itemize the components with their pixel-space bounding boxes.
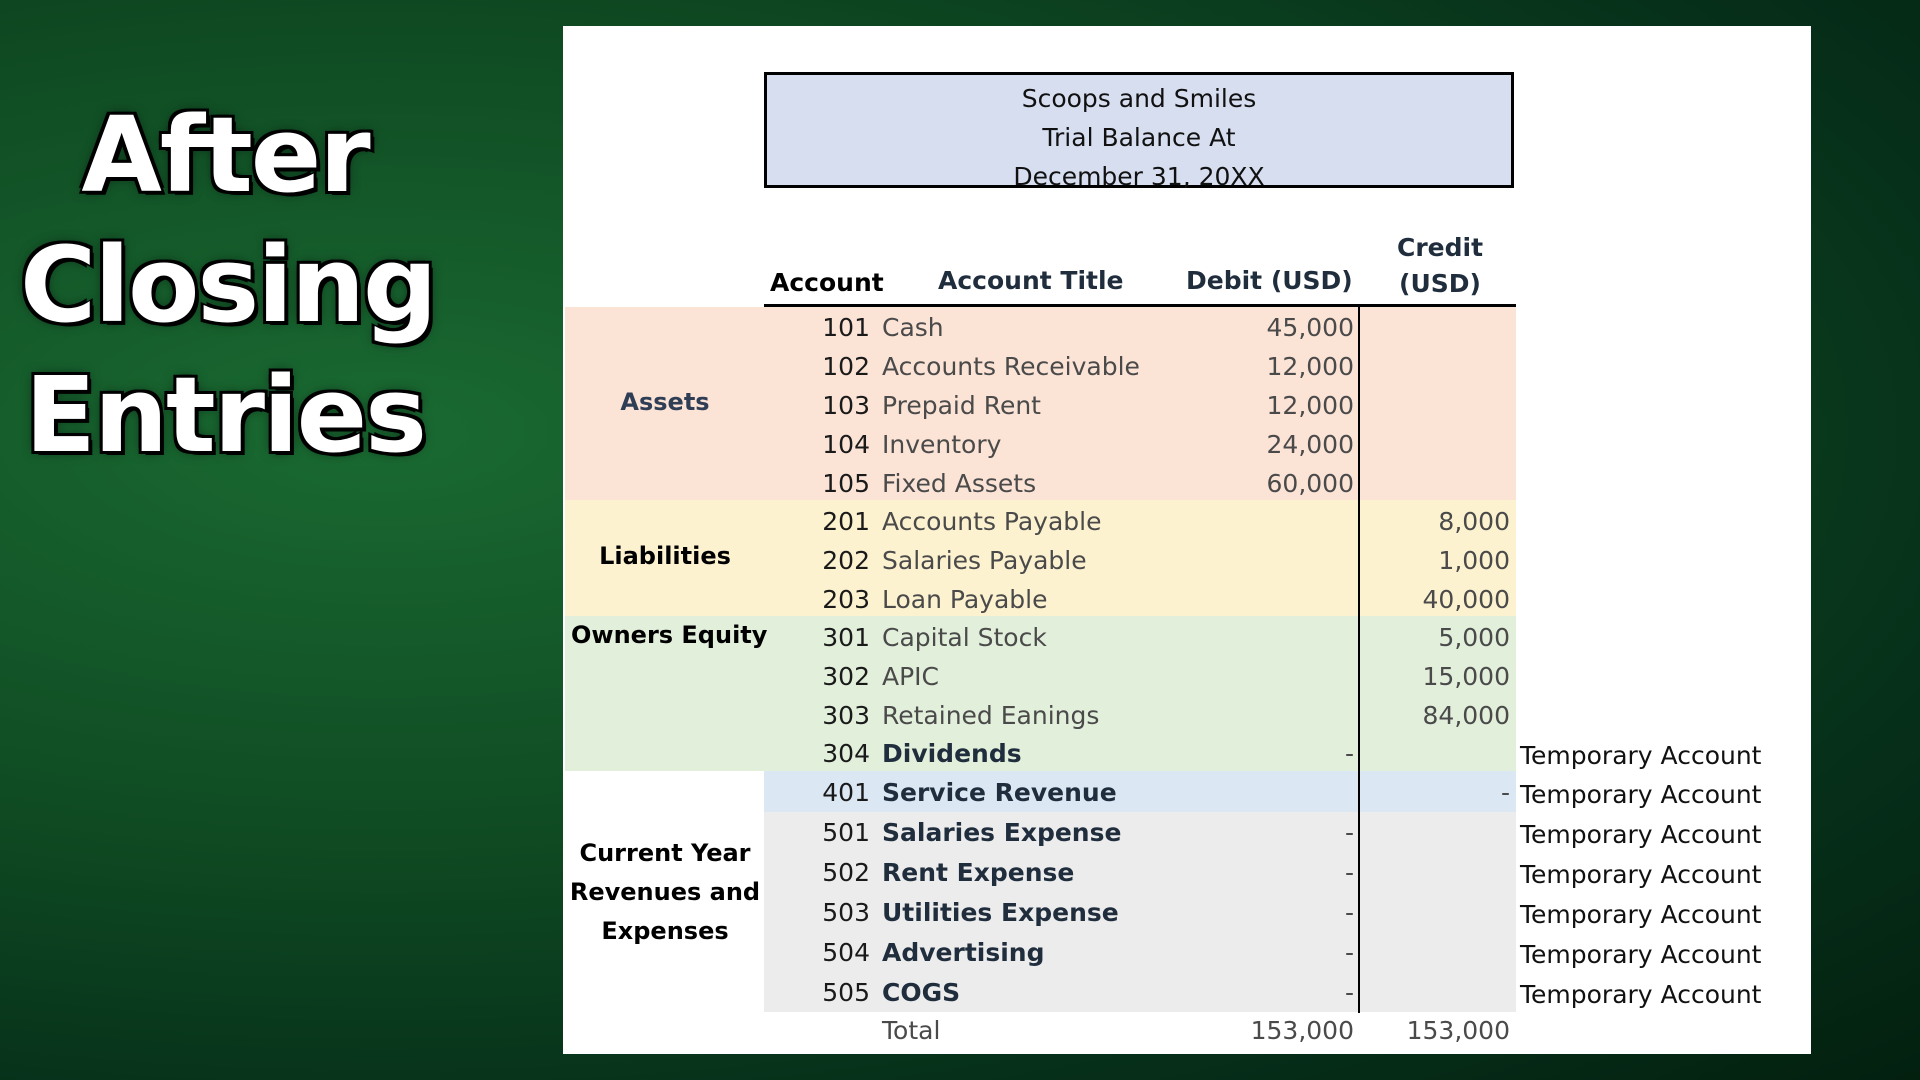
group-liabilities: Liabilities [599, 542, 731, 570]
account-number: 203 [822, 585, 870, 614]
header-account-title: Account Title [938, 266, 1124, 295]
header-debit: Debit (USD) [1186, 266, 1353, 295]
account-number: 502 [822, 858, 870, 887]
debit-amount: 45,000 [1266, 313, 1354, 342]
group-assets: Assets [620, 388, 710, 416]
temporary-account-tag: Temporary Account [1520, 980, 1762, 1009]
credit-amount: 15,000 [1422, 662, 1510, 691]
account-title: Capital Stock [882, 623, 1047, 652]
header-credit-line-2: (USD) [1399, 269, 1481, 298]
account-title: Utilities Expense [882, 898, 1119, 927]
debit-amount: - [1344, 818, 1354, 847]
account-number: 103 [822, 391, 870, 420]
credit-amount: 8,000 [1438, 507, 1510, 536]
credit-amount: 84,000 [1422, 701, 1510, 730]
temporary-account-tag: Temporary Account [1520, 860, 1762, 889]
account-number: 104 [822, 430, 870, 459]
ledger-row [764, 733, 1514, 773]
temporary-account-tag: Temporary Account [1520, 900, 1762, 929]
credit-amount: 40,000 [1422, 585, 1510, 614]
account-number: 101 [822, 313, 870, 342]
company-name: Scoops and Smiles [1021, 84, 1257, 113]
total-row [764, 1010, 1514, 1050]
debit-amount: 24,000 [1266, 430, 1354, 459]
ledger-row [764, 307, 1514, 347]
temporary-account-tag: Temporary Account [1520, 820, 1762, 849]
debit-amount: - [1344, 898, 1354, 927]
ledger-row [764, 501, 1514, 541]
ledger-row [764, 656, 1514, 696]
account-number: 105 [822, 469, 870, 498]
account-number: 303 [822, 701, 870, 730]
ledger-row [764, 772, 1514, 812]
ledger-row [764, 424, 1514, 464]
headline-line-3: Entries [24, 354, 426, 476]
credit-amount: 5,000 [1438, 623, 1510, 652]
ledger-row [764, 463, 1514, 503]
ledger-row [764, 892, 1514, 932]
account-number: 501 [822, 818, 870, 847]
account-title: APIC [882, 662, 940, 691]
account-title: Fixed Assets [882, 469, 1037, 498]
account-title: Prepaid Rent [882, 391, 1041, 420]
temporary-account-tag: Temporary Account [1520, 940, 1762, 969]
account-title: Cash [882, 313, 944, 342]
group-current-year [565, 834, 765, 951]
ledger-row [764, 617, 1514, 657]
debit-amount: 12,000 [1266, 391, 1354, 420]
account-number: 304 [822, 739, 870, 768]
account-number: 102 [822, 352, 870, 381]
temporary-account-tag: Temporary Account [1520, 741, 1762, 770]
credit-amount: 1,000 [1438, 546, 1510, 575]
account-number: 301 [822, 623, 870, 652]
ledger-row [764, 932, 1514, 972]
account-title: Retained Eanings [882, 701, 1100, 730]
group-current-line-1: Current Year [579, 839, 751, 867]
account-number: 504 [822, 938, 870, 967]
headline-line-2: Closing [20, 224, 436, 346]
temporary-account-tag: Temporary Account [1520, 780, 1762, 809]
account-title: Salaries Expense [882, 818, 1122, 847]
debit-amount: - [1344, 978, 1354, 1007]
account-number: 505 [822, 978, 870, 1007]
account-title: Rent Expense [882, 858, 1075, 887]
ledger-row [764, 385, 1514, 425]
ledger-row [764, 346, 1514, 386]
debit-amount: - [1344, 938, 1354, 967]
total-credit: 153,000 [1406, 1016, 1510, 1045]
total-label: Total [882, 1016, 941, 1045]
ledger-row [764, 540, 1514, 580]
header-credit [1380, 230, 1500, 302]
ledger-row [764, 972, 1514, 1012]
account-number: 302 [822, 662, 870, 691]
header-account: Account [770, 268, 884, 297]
credit-amount: - [1500, 778, 1510, 807]
headline-line-1: After [81, 94, 369, 216]
account-title: Service Revenue [882, 778, 1117, 807]
total-debit: 153,000 [1250, 1016, 1354, 1045]
account-number: 503 [822, 898, 870, 927]
report-name: Trial Balance At [1042, 123, 1236, 152]
debit-amount: 12,000 [1266, 352, 1354, 381]
account-title: Loan Payable [882, 585, 1048, 614]
debit-amount: 60,000 [1266, 469, 1354, 498]
group-owners-equity: Owners Equity [571, 621, 768, 649]
account-number: 401 [822, 778, 870, 807]
account-title: Salaries Payable [882, 546, 1087, 575]
group-current-line-3: Expenses [601, 917, 729, 945]
account-number: 202 [822, 546, 870, 575]
report-date: December 31, 20XX [1013, 162, 1265, 191]
debit-amount: - [1344, 858, 1354, 887]
headline [20, 90, 436, 480]
ledger-row [764, 695, 1514, 735]
account-title: Inventory [882, 430, 1002, 459]
group-current-line-2: Revenues and [569, 878, 761, 906]
account-title: Advertising [882, 938, 1045, 967]
debit-amount: - [1344, 739, 1354, 768]
account-title: Accounts Receivable [882, 352, 1140, 381]
header-credit-line-1: Credit [1396, 233, 1484, 262]
account-title: Dividends [882, 739, 1022, 768]
ledger-row [764, 579, 1514, 619]
trial-balance-title [764, 72, 1514, 191]
ledger-row [764, 812, 1514, 852]
account-title: COGS [882, 978, 961, 1007]
ledger-row [764, 852, 1514, 892]
account-title: Accounts Payable [882, 507, 1102, 536]
debit-credit-divider [1358, 307, 1360, 1013]
account-number: 201 [822, 507, 870, 536]
